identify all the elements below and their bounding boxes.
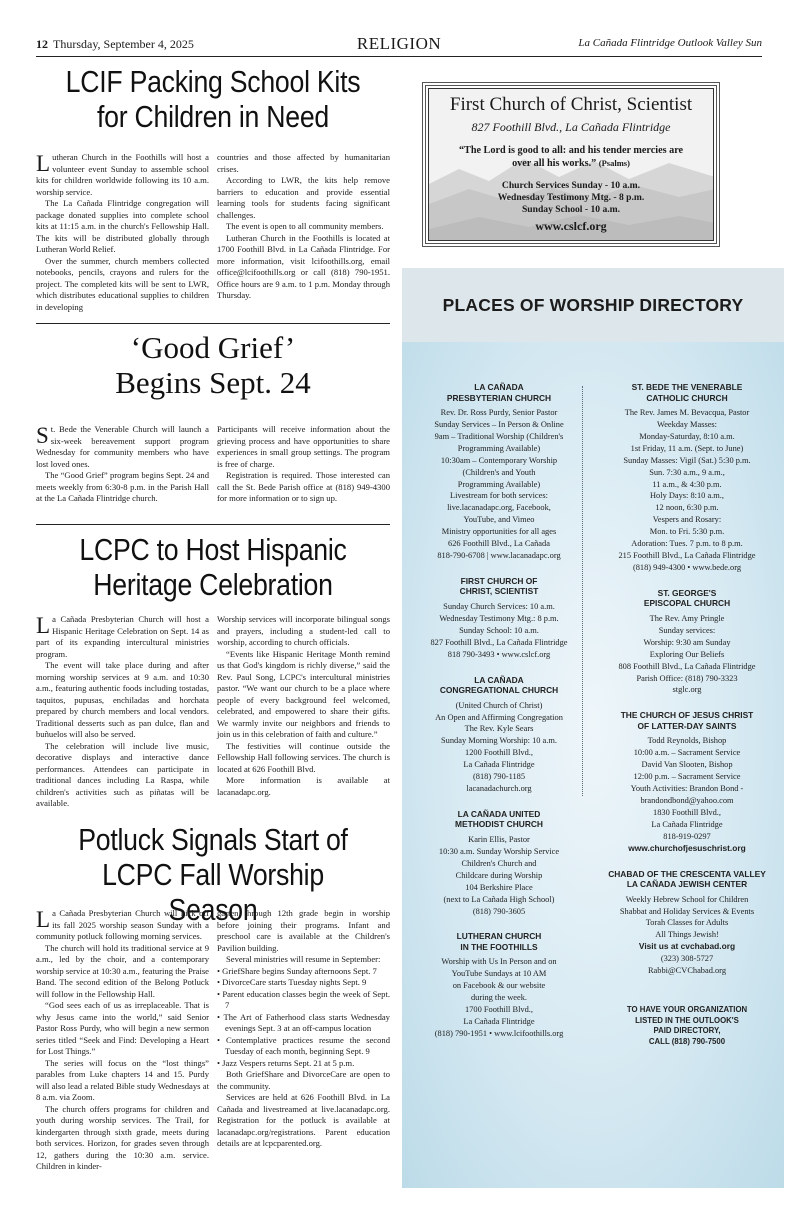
entry-line: Sunday services:	[658, 625, 716, 635]
article-1-headline	[61, 64, 365, 134]
directory-title: PLACES OF WORSHIP DIRECTORY	[442, 294, 744, 315]
headline-line: ‘Good Grief’	[130, 330, 296, 365]
article-column	[217, 424, 390, 505]
entry-line: The Rev. Amy Pringle	[649, 613, 725, 623]
headline-line: for Children in Need	[97, 99, 329, 135]
church-advertisement	[428, 88, 714, 241]
directory-entry	[414, 809, 584, 917]
entry-line: 12:00 p.m. – Sacrament Service	[633, 772, 741, 782]
church-name	[597, 588, 777, 609]
entry-line: YouTube, and Vimeo	[463, 515, 535, 525]
entry-line: stglc.org	[672, 685, 702, 695]
entry-line: La Cañada Flintridge	[463, 760, 535, 770]
entry-line: lacanadachurch.org	[466, 784, 532, 794]
entry-line: Sunday Church Services: 10 a.m.	[443, 601, 555, 611]
paragraph: Worship services will incorporate bilingual songs and prayers, including a student-led call to worship, according to church officials.	[217, 614, 390, 648]
list-item: • GriefShare begins Sunday afternoons Sept. 7	[217, 966, 390, 978]
church-name-line: LA CAÑADA UNITED	[457, 808, 541, 819]
entry-website: www.churchofjesuschrist.org	[628, 842, 746, 853]
entry-line: brandondbond@yahoo.com	[640, 795, 734, 805]
promo-line: CALL (818) 790-7500	[648, 1036, 726, 1046]
entry-line: Wednesday Testimony Mtg.: 8 p.m.	[439, 613, 559, 623]
page-number: 12	[36, 37, 48, 51]
article-column	[36, 424, 209, 505]
paragraph: The series will focus on the “lost things” parables from Luke chapters 14 and 15. Purdy will also lead a related Bible study Wednesdays at 8 a.m. via Zoom.	[36, 1057, 209, 1103]
entry-line: Children's Church and	[461, 858, 537, 868]
directory-entry	[597, 382, 777, 574]
entry-line: Sunday Masses: Vigil (Sat.) 5:30 p.m.	[623, 455, 751, 465]
article-column	[217, 908, 390, 1173]
entry-line: Childcare during Worship	[455, 870, 543, 880]
entry-line: 11 a.m., & 4:30 p.m.	[652, 479, 722, 489]
church-name	[597, 382, 777, 403]
directory-right-column	[597, 382, 777, 1047]
entry-line: Worship with Us In Person and on	[441, 957, 557, 967]
quote-source: (Psalms)	[598, 158, 630, 169]
church-name	[414, 576, 584, 597]
entry-line: 626 Foothill Blvd., La Cañada	[448, 539, 550, 549]
entry-line: (818) 790-1185	[472, 772, 526, 782]
church-name-line: EPISCOPAL CHURCH	[643, 598, 731, 609]
entry-line: 9am – Traditional Worship (Children's	[434, 431, 564, 441]
list-item: • Contemplative practices resume the second Tuesday of each month, beginning Sept. 9	[217, 1035, 390, 1058]
directory-left-column	[414, 382, 584, 1054]
list-item: • The Art of Fatherhood class starts Wednesday evenings Sept. 3 at an off-campus location	[217, 1012, 390, 1035]
church-name	[597, 869, 777, 890]
entry-line: All Things Jewish!	[655, 930, 719, 940]
church-name-line: THE CHURCH OF JESUS CHRIST	[620, 710, 754, 721]
paragraph: The event is open to all community members.	[226, 221, 384, 232]
worship-directory	[402, 268, 784, 1188]
church-name-line: OF LATTER-DAY SAINTS	[637, 720, 737, 731]
entry-line: Youth Activities: Brandon Bond -	[630, 784, 744, 794]
entry-line: Sunday Services – In Person & Online	[434, 419, 564, 429]
entry-line: Torah Classes for Adults	[645, 918, 729, 928]
entry-line: Adoration: Tues. 7 p.m. to 8 p.m.	[631, 539, 743, 549]
paragraph: Services are held at 626 Foothill Blvd. in La Cañada and livestreamed at live.lacanadapc.org. Registration for the potluck is available at lacanadapc.org/registrations. Parent education details are at lcpcparented.org.	[217, 1092, 390, 1149]
service-line: Sunday School - 10 a.m.	[521, 204, 621, 216]
entry-line: Rabbi@CVChabad.org	[647, 966, 727, 976]
directory-entry	[597, 869, 777, 977]
church-name-line: LA CAÑADA JEWISH CENTER	[626, 879, 748, 890]
paragraph: The La Cañada Flintridge congregation will package donated supplies into complete school kits at 11:15 a.m. in the church's Fellowship Hall. The kits will be distributed globally through Lutheran World Relief.	[36, 198, 209, 255]
ad-quote	[429, 144, 713, 171]
church-name	[414, 382, 584, 403]
entry-line: An Open and Affirming Congregation	[435, 712, 563, 722]
article-1-body	[36, 152, 390, 313]
church-name-line: PRESBYTERIAN CHURCH	[446, 392, 552, 403]
entry-line: (United Church of Christ)	[455, 700, 543, 710]
article-2-body	[36, 424, 390, 505]
paragraph: “Events like Hispanic Heritage Month remind us that God's kingdom is richly diverse,” said the Rev. Paul Song, LCPC's intercultural ministries pastor. “We want our church to be a place where people of every background feel welcomed, celebrated, and empowered to share their gifts. We warmly invite our neighbors and friends to join us in this celebration of faith and culture.”	[217, 648, 390, 740]
article-3-body	[36, 614, 390, 810]
headline-line: LCPC to Host Hispanic	[79, 532, 347, 567]
article-column	[36, 152, 209, 313]
article-2-headline	[36, 330, 390, 400]
entry-line: 1700 Foothill Blvd.,	[465, 1005, 533, 1015]
entry-line: Weekly Hebrew School for Children	[625, 894, 749, 904]
church-name-line: ST. BEDE THE VENERABLE	[631, 382, 743, 392]
church-name-line: LUTHERAN CHURCH	[456, 931, 542, 942]
entry-line: 12 noon, 6:30 p.m.	[655, 503, 719, 513]
paragraph: Lutheran Church in the Foothills is located at 1700 Foothill Blvd. in La Cañada Flintridge. For more information, visit lcifoothills.org, email office@lcifoothills.org or call (818) 790-1951. Office hours are 9 a.m. to 1 p.m. Monday through Thursday.	[217, 232, 390, 301]
entry-line: 827 Foothill Blvd., La Cañada Flintridge	[430, 637, 568, 647]
page-header	[36, 34, 762, 54]
entry-line: Ministry opportunities for all ages	[441, 527, 557, 537]
entry-line: Monday-Saturday, 8:10 a.m.	[639, 431, 735, 441]
headline-line: LCIF Packing School Kits	[65, 64, 361, 99]
entry-line: Shabbat and Holiday Services & Events	[619, 906, 755, 916]
paragraph: a Cañada Presbyterian Church will kick off its fall 2025 worship season Sunday with a community potluck following morning services.	[36, 908, 209, 942]
paragraph: Over the summer, church members collected notebooks, pencils, crayons and rulers for the project. The completed kits will be sent to LWR, which distributes educational supplies to children in developing	[36, 255, 209, 312]
article-divider	[36, 323, 390, 324]
article-column	[217, 614, 390, 810]
paragraph: According to LWR, the kits help remove barriers to education and provide essential learning tools for students facing significant challenges.	[217, 175, 390, 220]
entry-line: David Van Slooten, Bishop	[641, 760, 733, 770]
drop-cap: L	[36, 907, 51, 932]
church-name-line: METHODIST CHURCH	[455, 819, 543, 830]
publication-name: La Cañada Flintridge Outlook Valley Sun	[578, 37, 762, 49]
directory-listing-promo	[597, 1005, 777, 1047]
entry-line: 1830 Foothill Blvd.,	[653, 807, 721, 817]
ad-service-times	[429, 180, 713, 217]
article-3-headline	[61, 532, 365, 602]
entry-website: Visit us at cvchabad.org	[638, 941, 736, 952]
entry-line: La Cañada Flintridge	[651, 819, 723, 829]
paragraph: The “Good Grief” program begins Sept. 24 and meets weekly from 6:30-8 p.m. in the Parish Hall at the La Cañada Flintridge church.	[36, 470, 209, 504]
entry-line: 818-790-6708 | www.lacanadapc.org	[437, 551, 561, 561]
entry-line: 104 Berkshire Place	[465, 882, 533, 892]
paragraph: The church will hold its traditional service at 9 a.m., led by the choir, and a contemporary worship service at 10:30 a.m., featuring the Praise Band. The second edition of the Belong Potluck will follow in the Fellowship Hall.	[36, 942, 209, 999]
church-name-line: IN THE FOOTHILLS	[460, 941, 538, 952]
church-name-line: CHRIST, SCIENTIST	[459, 586, 539, 597]
paragraph: The celebration will include live music, decorative displays and interactive dance performances. Attendees can participate in traditional dances including La Raspa, while children's activities such as piñatas will be available.	[36, 740, 209, 809]
entry-line: 10:30 a.m. Sunday Worship Service	[438, 846, 560, 856]
ministry-list	[217, 966, 390, 1070]
article-4-body	[36, 908, 390, 1173]
directory-title-band	[402, 268, 784, 342]
entry-line: Sun. 7:30 a.m., 9 a.m.,	[649, 467, 725, 477]
ad-address: 827 Foothill Blvd., La Cañada Flintridge	[471, 120, 671, 134]
paragraph: The church offers programs for children and youth during worship services. The Trail, for kindergarten through sixth grade, meets during both services. Horizon, for grades seven through 12, gathers during the 10:30 a.m. service. Children in kinder-	[36, 1103, 209, 1172]
entry-line: Vespers and Rosary:	[652, 515, 722, 525]
entry-line: 818 790-3493 • www.cslcf.org	[447, 649, 551, 659]
list-item: • Jazz Vespers returns Sept. 21 at 5 p.m.	[217, 1058, 390, 1070]
article-column	[36, 614, 209, 810]
entry-line: (818) 790-1951 • www.lcifoothills.org	[434, 1028, 564, 1038]
promo-line: TO HAVE YOUR ORGANIZATION	[626, 1005, 748, 1015]
church-name	[414, 809, 584, 830]
church-name-line: FIRST CHURCH OF	[460, 575, 538, 586]
article-column	[217, 152, 390, 313]
headline-line: Potluck Signals Start of	[78, 822, 348, 857]
entry-line: Todd Reynolds, Bishop	[647, 736, 727, 746]
church-name-line: CONGREGATIONAL CHURCH	[439, 685, 559, 696]
promo-line: PAID DIRECTORY,	[653, 1026, 721, 1036]
paragraph: Several ministries will resume in September:	[226, 954, 381, 965]
entry-line: The Rev. James M. Bevacqua, Pastor	[624, 408, 750, 417]
church-name-line: CHABAD OF THE CRESCENTA VALLEY	[608, 868, 766, 879]
list-item: • DivorceCare starts Tuesday nights Sept. 9	[217, 977, 390, 989]
headline-line: Begins Sept. 24	[115, 365, 311, 401]
entry-line: on Facebook & our website	[452, 981, 546, 991]
entry-line: Worship: 9:30 am Sunday	[643, 637, 731, 647]
church-name-line: CATHOLIC CHURCH	[646, 392, 728, 403]
header-rule	[36, 56, 762, 57]
paragraph: a Cañada Presbyterian Church will host a Hispanic Heritage Celebration on Sept. 14 as part of its expanding intercultural ministries program.	[36, 614, 209, 659]
article-column	[36, 908, 209, 1173]
entry-line: 818-919-0297	[663, 831, 711, 841]
quote-text: “The Lord is good to all: and his tender mercies are over all his works.”	[458, 145, 684, 170]
directory-entry	[414, 931, 584, 1039]
list-item: • Parent education classes begin the week of Sept. 7	[217, 989, 390, 1012]
entry-line: live.lacanadapc.org, Facebook,	[447, 503, 551, 513]
drop-cap: L	[36, 151, 51, 176]
entry-line: 10:30am – Contemporary Worship	[440, 455, 558, 465]
church-name-line: LA CAÑADA	[474, 382, 524, 392]
entry-line: Programming Available)	[457, 443, 541, 453]
church-name	[414, 675, 584, 696]
entry-line: (818) 949-4300 • www.bede.org	[632, 562, 742, 572]
entry-line: 1200 Foothill Blvd.,	[465, 748, 533, 758]
entry-line: Karin Ellis, Pastor	[468, 834, 530, 844]
paragraph: “God sees each of us as irreplaceable. That is why Jesus came into the world,” said Senior Pastor Ross Purdy, who will begin a new sermon series titled “Seek and Find: Developing a Heart for Lost Things.”	[36, 1000, 209, 1057]
paragraph: countries and those affected by humanitarian crises.	[217, 152, 390, 174]
headline-line: Heritage Celebration	[93, 567, 333, 603]
directory-entry	[414, 675, 584, 795]
church-name	[597, 710, 777, 731]
issue-date: Thursday, September 4, 2025	[53, 37, 194, 51]
article-divider	[36, 524, 390, 525]
entry-line: 10:00 a.m. – Sacrament Service	[633, 748, 741, 758]
paragraph: Participants will receive information about the grieving process and have opportunities to share experiences in small group settings. The program is free of charge.	[217, 424, 390, 469]
entry-line: The Rev. Kyle Sears	[464, 724, 534, 734]
directory-body	[402, 342, 784, 1188]
drop-cap: S	[36, 423, 49, 448]
paragraph: Both GriefShare and DivorceCare are open to the community.	[217, 1069, 390, 1091]
directory-entry	[414, 576, 584, 661]
directory-entry	[597, 588, 777, 696]
entry-line: Sunday School: 10 a.m.	[459, 625, 539, 635]
ad-church-name: First Church of Christ, Scientist	[449, 94, 693, 115]
church-name-line: LA CAÑADA	[474, 674, 524, 685]
entry-line: Programming Available)	[457, 479, 541, 489]
entry-line: Parish Office: (818) 790-3323	[636, 673, 738, 683]
entry-line: (323) 308-5727	[660, 954, 714, 964]
paragraph: Registration is required. Those interested can call the St. Bede Parish office at (818) 949-4300 for more information or to sign up.	[217, 470, 390, 504]
paragraph: garten through 12th grade begin in worship before joining their programs. Infant and preschool care is available at the Children's Pavilion building.	[217, 908, 390, 953]
entry-line: (Children's and Youth	[462, 467, 536, 477]
section-title: RELIGION	[356, 34, 442, 53]
paragraph: The festivities will continue outside the Fellowship Hall following services. The church is located at 626 Foothill Blvd.	[217, 740, 390, 774]
paragraph: t. Bede the Venerable Church will launch a six-week bereavement support program Wednesday for community members who have lost loved ones.	[36, 424, 209, 469]
entry-line: Mon. to Fri. 5:30 p.m.	[649, 527, 725, 537]
headline-line: LCPC Fall Worship Season	[102, 857, 324, 928]
entry-line: Holy Days: 8:10 a.m.,	[650, 491, 724, 501]
service-line: Wednesday Testimony Mtg. - 8 p.m.	[497, 191, 645, 203]
entry-line: Weekday Masses:	[656, 419, 718, 429]
entry-line: Rev. Dr. Ross Purdy, Senior Pastor	[440, 408, 558, 417]
directory-entry	[597, 710, 777, 854]
entry-line: Exploring Our Beliefs	[649, 649, 725, 659]
entry-line: La Cañada Flintridge	[463, 1017, 535, 1027]
entry-line: during the week.	[470, 993, 528, 1003]
directory-entry	[414, 382, 584, 562]
entry-line: Sunday Morning Worship: 10 a.m.	[441, 736, 557, 746]
entry-line: 215 Foothill Blvd., La Cañada Flintridge	[618, 551, 756, 561]
paragraph: More information is available at lacanadapc.org.	[217, 775, 390, 797]
entry-line: YouTube Sundays at 10 AM	[451, 969, 547, 979]
church-name	[414, 931, 584, 952]
ad-website-link[interactable]: www.cslcf.org	[535, 218, 607, 233]
entry-line: (818) 790-3605	[472, 906, 526, 916]
promo-line: LISTED IN THE OUTLOOK'S	[635, 1015, 739, 1025]
entry-line: 1st Friday, 11 a.m. (Sept. to June)	[630, 443, 744, 453]
church-name-line: ST. GEORGE'S	[657, 587, 717, 598]
service-line: Church Services Sunday - 10 a.m.	[501, 179, 641, 191]
drop-cap: L	[36, 613, 51, 638]
paragraph: The event will take place during and after morning worship services at 9 a.m. and 10:30 a.m., featuring authentic foods including tostadas, taquitos, pupusas, enchiladas and horchata prepared by church members and local vendors. Traditional desserts such as pan dulce, flan and buñuelos will also be served.	[36, 660, 209, 740]
entry-line: (next to La Cañada High School)	[443, 894, 555, 904]
entry-line: 808 Foothill Blvd., La Cañada Flintridge	[618, 661, 756, 671]
paragraph: utheran Church in the Foothills will host a volunteer event Sunday to assemble school kits for children worldwide following its 10 a.m. worship service.	[36, 152, 209, 197]
entry-line: Livestream for both services:	[450, 491, 548, 501]
